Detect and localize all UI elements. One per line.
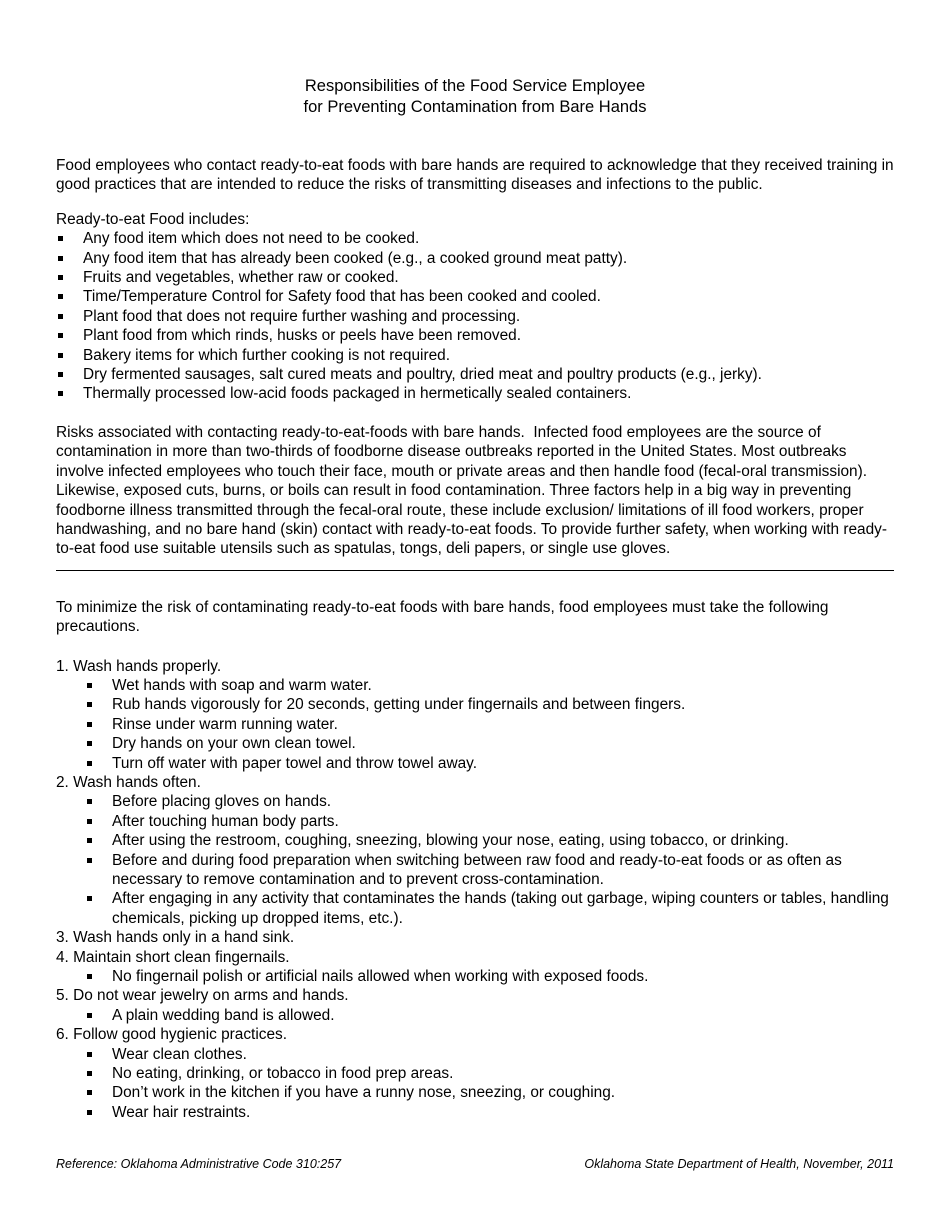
list-item: Time/Temperature Control for Safety food that has been cooked and cooled. <box>56 287 894 306</box>
page-title <box>56 76 894 118</box>
list-item: Before and during food preparation when switching between raw food and ready-to-eat foods or as often as necessary to remove contamination and to prevent cross-contamination. <box>56 851 894 890</box>
list-item: After engaging in any activity that contaminates the hands (taking out garbage, wiping counters or tables, handling chemicals, picking up dropped items, etc.). <box>56 889 894 928</box>
list-item: After touching human body parts. <box>56 812 894 831</box>
step-1-title: 1. Wash hands properly. <box>56 657 222 675</box>
list-item: Thermally processed low-acid foods packaged in hermetically sealed containers. <box>56 384 894 403</box>
horizontal-divider <box>56 570 894 571</box>
list-item: A plain wedding band is allowed. <box>56 1006 894 1025</box>
list-item: Plant food from which rinds, husks or peels have been removed. <box>56 326 894 345</box>
list-item: Wet hands with soap and warm water. <box>56 676 894 695</box>
precautions-intro: To minimize the risk of contaminating ready-to-eat foods with bare hands, food employees must take the following precautions. <box>56 598 829 636</box>
footer-reference: Reference: Oklahoma Administrative Code 310:257 <box>56 1157 342 1171</box>
step-6-title: 6. Follow good hygienic practices. <box>56 1026 287 1044</box>
title-line-2: for Preventing Contamination from Bare Hands <box>303 98 647 116</box>
intro-paragraph: Food employees who contact ready-to-eat foods with bare hands are required to acknowledge that they received training in good practices that are intended to reduce the risks of transmitting diseases and infections to the public. <box>56 157 894 194</box>
list-item: Rinse under warm running water. <box>56 715 894 734</box>
risks-paragraph <box>56 423 894 559</box>
list-item: Don’t work in the kitchen if you have a runny nose, sneezing, or coughing. <box>56 1083 894 1102</box>
risks-heading: Risks associated with contacting ready-to-eat-foods with bare hands. <box>56 423 525 441</box>
ready-to-eat-heading: Ready-to-eat Food includes: <box>56 210 250 228</box>
step-2-title: 2. Wash hands often. <box>56 773 201 791</box>
list-item: Wear hair restraints. <box>56 1103 894 1122</box>
list-item: Any food item which does not need to be cooked. <box>56 229 894 248</box>
list-item: Before placing gloves on hands. <box>56 792 894 811</box>
list-item: Any food item that has already been cooked (e.g., a cooked ground meat patty). <box>56 249 894 268</box>
step-4-title: 4. Maintain short clean fingernails. <box>56 948 290 966</box>
step-6-list <box>56 1045 894 1123</box>
step-1-list <box>56 676 894 773</box>
document-page <box>56 0 894 1122</box>
page-footer <box>56 1156 894 1172</box>
list-item: Fruits and vegetables, whether raw or cooked. <box>56 268 894 287</box>
step-4-list <box>56 967 894 986</box>
risks-body: Infected food employees are the source of contamination in more than two-thirds of foodborne disease outbreaks reported in the United States. Most outbreaks involve infected employees who touch their face, mouth or private areas and then handle food (fecal-oral transmission). Likewise, exposed cuts, burns, or boils can result in food contamination. Three factors help in a big way in preventing foodborne illness transmitted through the fecal-oral route, these include exclusion/ limitations of ill food workers, proper handwashing, and no bare hand (skin) contact with ready-to-eat foods. To provide further safety, when working with ready-to-eat food use suitable utensils such as spatulas, tongs, deli papers, or single use gloves. <box>56 423 887 558</box>
step-5-list <box>56 1006 894 1025</box>
ready-to-eat-list <box>56 229 894 404</box>
step-5-title: 5. Do not wear jewelry on arms and hands. <box>56 987 349 1005</box>
list-item: Wear clean clothes. <box>56 1045 894 1064</box>
list-item: Dry fermented sausages, salt cured meats and poultry, dried meat and poultry products (e.g., jerky). <box>56 365 894 384</box>
list-item: No eating, drinking, or tobacco in food prep areas. <box>56 1064 894 1083</box>
list-item: After using the restroom, coughing, sneezing, blowing your nose, eating, using tobacco, or drinking. <box>56 831 894 850</box>
list-item: Dry hands on your own clean towel. <box>56 734 894 753</box>
list-item: No fingernail polish or artificial nails allowed when working with exposed foods. <box>56 967 894 986</box>
list-item: Turn off water with paper towel and throw towel away. <box>56 754 894 773</box>
step-3-title: 3. Wash hands only in a hand sink. <box>56 929 295 947</box>
footer-source: Oklahoma State Department of Health, November, 2011 <box>584 1157 894 1171</box>
list-item: Plant food that does not require further washing and processing. <box>56 307 894 326</box>
list-item: Rub hands vigorously for 20 seconds, getting under fingernails and between fingers. <box>56 695 894 714</box>
precaution-steps <box>56 657 894 1123</box>
title-line-1: Responsibilities of the Food Service Employee <box>304 77 646 95</box>
step-2-list <box>56 792 894 928</box>
list-item: Bakery items for which further cooking is not required. <box>56 346 894 365</box>
